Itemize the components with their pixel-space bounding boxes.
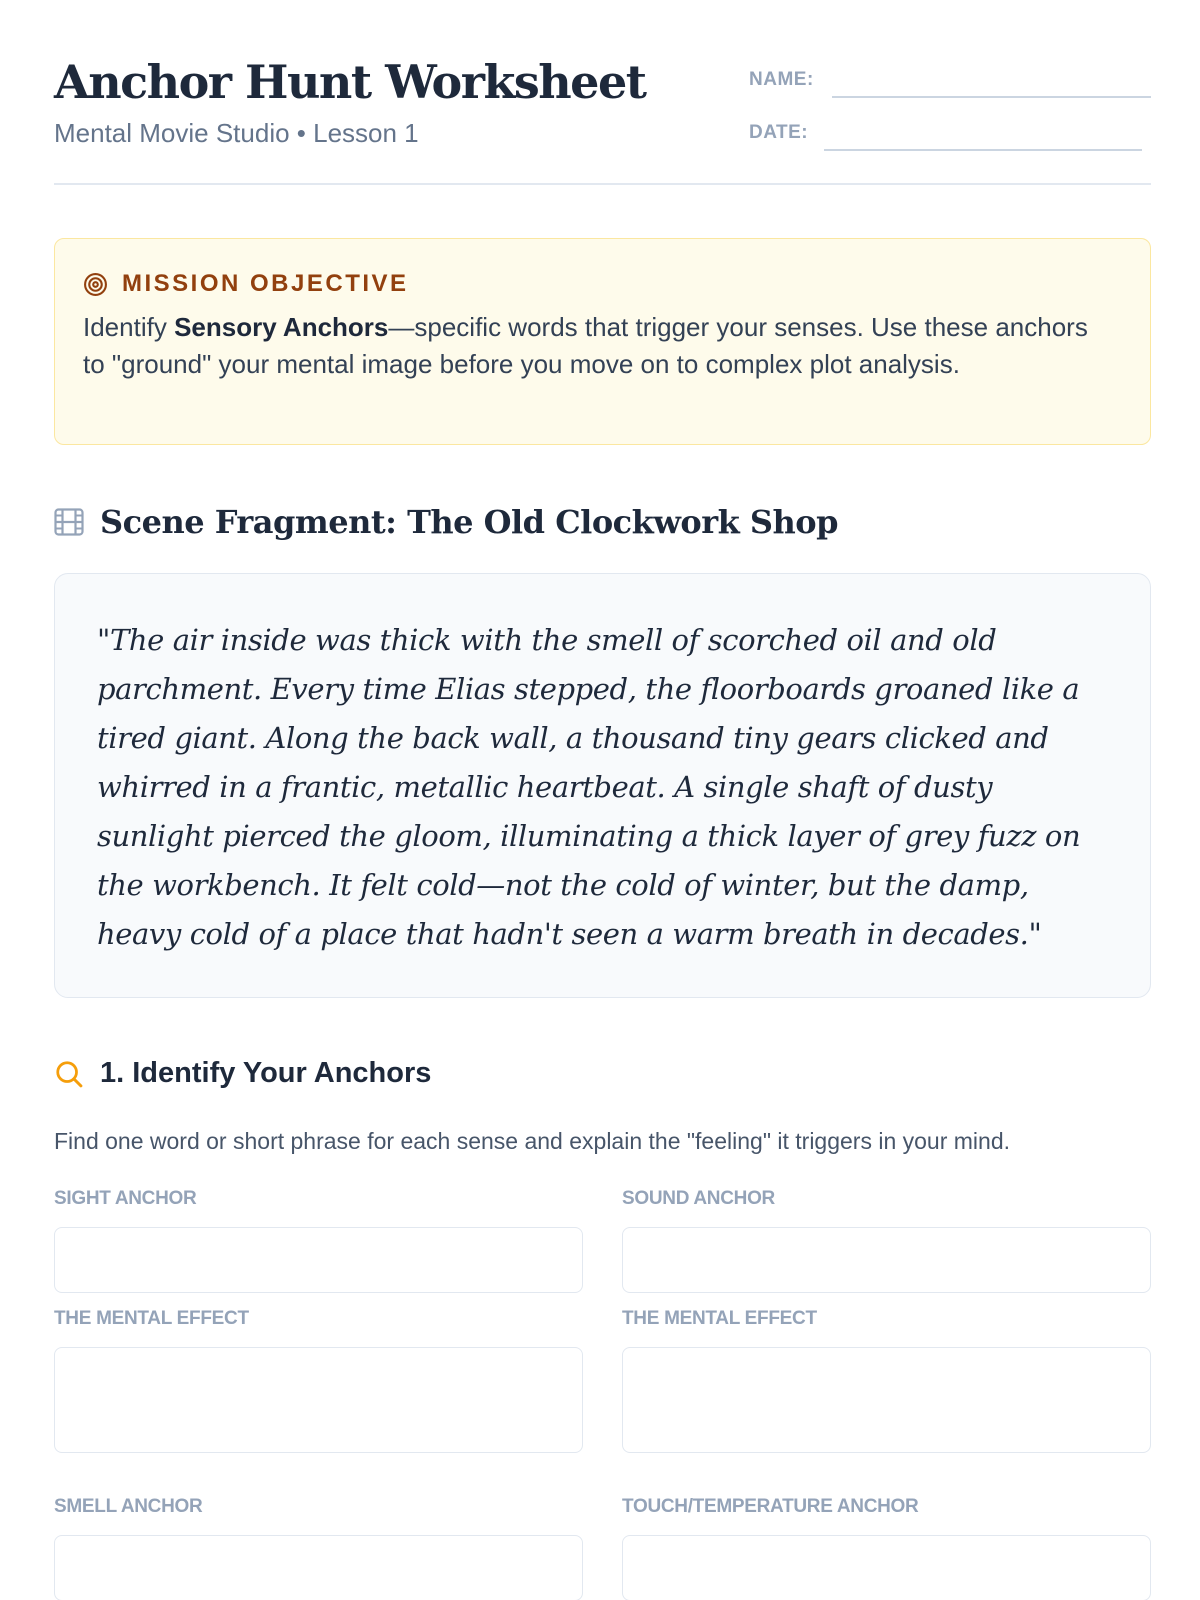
date-label: DATE: [749, 122, 809, 143]
scene-heading [54, 503, 838, 541]
target-icon [83, 272, 108, 297]
name-label: NAME: [749, 69, 814, 90]
name-field[interactable] [832, 96, 1151, 98]
section-1-heading [54, 1057, 431, 1090]
sight-anchor-label: SIGHT ANCHOR [54, 1188, 197, 1209]
sound-effect-label: THE MENTAL EFFECT [622, 1308, 817, 1329]
worksheet-header [54, 55, 1151, 185]
mission-objective-box [54, 238, 1151, 445]
scene-passage: "The air inside was thick with the smell of scorched oil and old parchment. Every time Elias stepped, the floorboards groaned like a tired giant. Along the back wall, a thousand tiny gears clicked and whirred in a frantic, metallic heartbeat. A single shaft of dusty sunlight pierced the gloom, illuminating a thick layer of grey fuzz on the workbench. It felt cold—not the cold of winter, but the damp, heavy cold of a place that hadn't seen a warm breath in decades." [97, 623, 1081, 951]
mission-heading [83, 270, 409, 298]
page-subtitle: Mental Movie Studio • Lesson 1 [54, 118, 419, 148]
scene-passage-box [54, 573, 1151, 998]
sound-anchor-field[interactable] [622, 1227, 1151, 1293]
section-1-instructions: Find one word or short phrase for each sense and explain the "feeling" it triggers in your mind. [54, 1128, 1011, 1154]
sight-effect-field[interactable] [54, 1347, 583, 1453]
worksheet-page [54, 0, 1151, 1600]
smell-anchor-label: SMELL ANCHOR [54, 1496, 203, 1517]
scene-title: Scene Fragment: The Old Clockwork Shop [100, 503, 838, 541]
sight-effect-label: THE MENTAL EFFECT [54, 1308, 249, 1329]
mission-text [83, 309, 1113, 383]
mission-text-bold: Sensory Anchors [174, 312, 389, 342]
touch-anchor-field[interactable] [622, 1535, 1151, 1600]
mission-title: MISSION OBJECTIVE [122, 270, 409, 297]
page-title: Anchor Hunt Worksheet [54, 55, 646, 109]
search-icon [54, 1059, 84, 1089]
date-field[interactable] [824, 149, 1142, 151]
section-1-title: 1. Identify Your Anchors [100, 1057, 432, 1089]
film-icon [54, 508, 84, 536]
mission-text-intro: Identify [83, 312, 175, 342]
sound-anchor-label: SOUND ANCHOR [622, 1188, 775, 1209]
smell-anchor-field[interactable] [54, 1535, 583, 1600]
touch-anchor-label: TOUCH/TEMPERATURE ANCHOR [622, 1496, 919, 1517]
sight-anchor-field[interactable] [54, 1227, 583, 1293]
mission-text-rest: —specific words that trigger your senses. Use these anchors to "ground" your mental image before you move on to complex plot analysis. [83, 312, 1088, 379]
sound-effect-field[interactable] [622, 1347, 1151, 1453]
